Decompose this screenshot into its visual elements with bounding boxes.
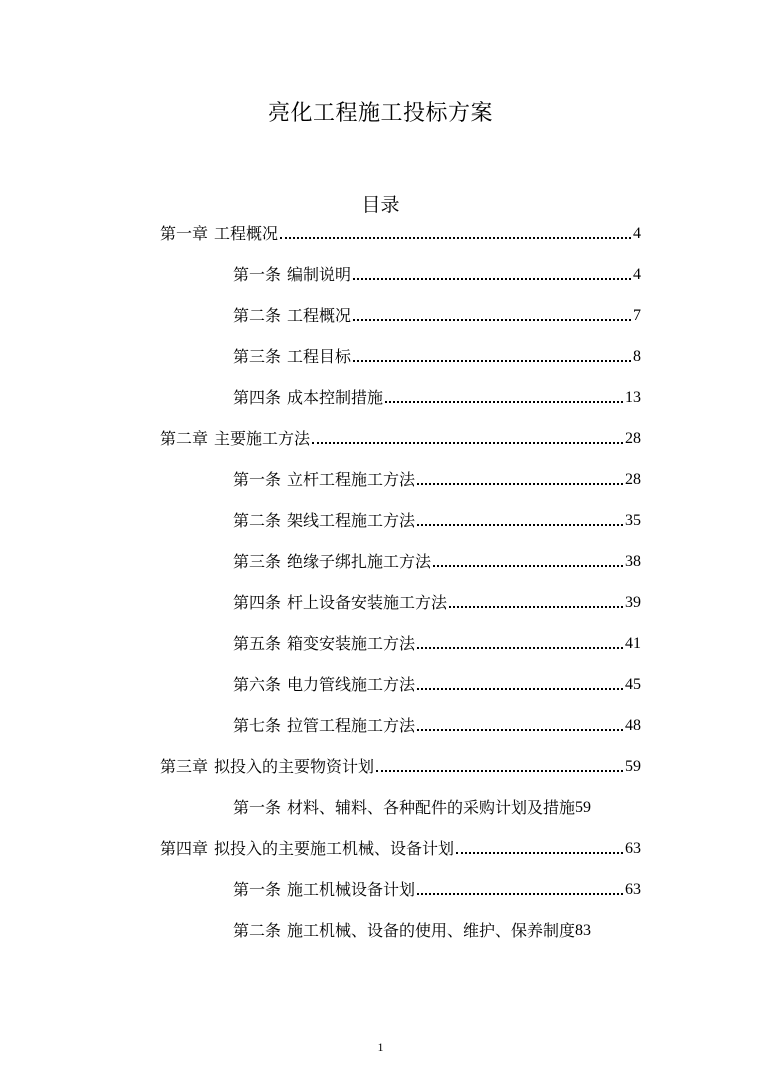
toc-entry-text: 工程概况 (287, 306, 352, 325)
toc-page-number: 45 (625, 676, 641, 693)
toc-entry-number: 第三条 (233, 347, 282, 366)
toc-entry-text: 绝缘子绑扎施工方法 (287, 552, 432, 571)
toc-page-number: 7 (633, 307, 641, 324)
toc-entry-section-1-3[interactable] (233, 344, 641, 368)
toc-entry-section-2-3[interactable] (233, 549, 641, 573)
toc-entry-number: 第一章 (160, 224, 209, 243)
toc-entry-label (233, 920, 575, 942)
toc-entry-text: 拟投入的主要物资计划 (214, 757, 375, 776)
toc-page-number: 63 (625, 881, 641, 898)
toc-entry-section-1-4[interactable] (233, 385, 641, 409)
toc-entry-label (233, 469, 415, 491)
toc-entry-section-2-2[interactable] (233, 508, 641, 532)
toc-entry-text: 工程概况 (214, 224, 279, 243)
toc-entry-number: 第四条 (233, 388, 282, 407)
toc-entry-label (233, 797, 575, 819)
toc-entry-number: 第一条 (233, 880, 282, 899)
toc-entry-text: 立杆工程施工方法 (287, 470, 416, 489)
toc-entry-text: 拉管工程施工方法 (287, 716, 416, 735)
toc-entry-number: 第三条 (233, 552, 282, 571)
toc-page-number: 4 (633, 225, 641, 242)
toc-page-number: 59 (575, 799, 592, 816)
toc-entry-chapter-3[interactable] (160, 754, 641, 778)
toc-page-number: 28 (625, 430, 641, 447)
toc-page-number: 39 (625, 594, 641, 611)
toc-page-number: 4 (633, 266, 641, 283)
toc-page-number: 83 (575, 922, 592, 939)
toc-entry-text: 成本控制措施 (287, 388, 384, 407)
toc-entry-number: 第二条 (233, 511, 282, 530)
toc-entry-label (233, 633, 415, 655)
toc-dot-leader (417, 524, 623, 526)
toc-dot-leader (353, 360, 631, 362)
toc-entry-number: 第二条 (233, 306, 282, 325)
toc-dot-leader (417, 688, 623, 690)
toc-dot-leader (417, 729, 623, 731)
toc-entry-text: 拟投入的主要施工机械、设备计划 (214, 839, 455, 858)
toc-dot-leader (456, 852, 623, 854)
toc-page-number: 13 (625, 389, 641, 406)
toc-entry-number: 第六条 (233, 675, 282, 694)
toc-entry-label (233, 715, 415, 737)
toc-entry-text: 主要施工方法 (214, 429, 311, 448)
toc-entry-label (233, 510, 415, 532)
toc-page-number: 38 (625, 553, 641, 570)
toc-dot-leader (376, 770, 623, 772)
toc-entry-text: 电力管线施工方法 (287, 675, 416, 694)
toc-entry-section-2-6[interactable] (233, 672, 641, 696)
toc-entry-chapter-4[interactable] (160, 836, 641, 860)
toc-entry-number: 第七条 (233, 716, 282, 735)
toc-entry-number: 第二条 (233, 921, 282, 940)
page-number: 1 (377, 1040, 384, 1054)
toc-dot-leader (385, 401, 623, 403)
toc-dot-leader (353, 278, 631, 280)
document-title: 亮化工程施工投标方案 (267, 101, 493, 126)
toc-entry-label (160, 838, 454, 860)
toc-dot-leader (433, 565, 623, 567)
toc-page-number: 8 (633, 348, 641, 365)
toc-entry-text: 材料、辅料、各种配件的采购计划及措施 (287, 798, 576, 817)
toc-entry-text: 杆上设备安装施工方法 (287, 593, 448, 612)
toc-entry-label (160, 428, 310, 450)
toc-entry-text: 施工机械设备计划 (287, 880, 416, 899)
toc-entry-label (233, 387, 383, 409)
toc-entry-text: 编制说明 (287, 265, 352, 284)
toc-dot-leader (417, 483, 623, 485)
toc-entry-number: 第四章 (160, 839, 209, 858)
toc-entry-number: 第四条 (233, 593, 282, 612)
toc-entry-section-2-5[interactable] (233, 631, 641, 655)
toc-entry-label (233, 592, 447, 614)
toc-entry-text: 工程目标 (287, 347, 352, 366)
toc-entry-label (233, 264, 351, 286)
toc-dot-leader (280, 237, 631, 239)
toc-entry-label (160, 223, 278, 245)
toc-heading: 目录 (361, 194, 400, 216)
toc-entry-number: 第二章 (160, 429, 209, 448)
toc-page-number: 48 (625, 717, 641, 734)
toc-entry-number: 第三章 (160, 757, 209, 776)
toc-dot-leader (417, 647, 623, 649)
toc-entry-label (233, 346, 351, 368)
toc-dot-leader (417, 893, 623, 895)
toc-entry-section-2-7[interactable] (233, 713, 641, 737)
toc-page-number: 35 (625, 512, 641, 529)
toc-entry-label (233, 879, 415, 901)
toc-entry-chapter-2[interactable] (160, 426, 641, 450)
toc-entry-text: 架线工程施工方法 (287, 511, 416, 530)
toc-entry-chapter-1[interactable] (160, 221, 641, 245)
toc-dot-leader (312, 442, 623, 444)
toc-entry-section-2-1[interactable] (233, 467, 641, 491)
toc-entry-label (233, 305, 351, 327)
toc-entry-label (233, 674, 415, 696)
toc-entry-number: 第一条 (233, 265, 282, 284)
toc-entry-section-4-2[interactable] (233, 918, 641, 942)
toc-dot-leader (353, 319, 631, 321)
toc-page-number: 63 (625, 840, 641, 857)
toc-entry-text: 施工机械、设备的使用、维护、保养制度 (287, 921, 576, 940)
toc-entry-label (160, 756, 374, 778)
toc-entry-text: 箱变安装施工方法 (287, 634, 416, 653)
toc-entry-number: 第一条 (233, 470, 282, 489)
toc-entry-section-4-1[interactable] (233, 877, 641, 901)
toc-page-number: 41 (625, 635, 641, 652)
toc-entry-label (233, 551, 431, 573)
toc-entry-section-1-1[interactable] (233, 262, 641, 286)
toc-dot-leader (449, 606, 623, 608)
toc-entry-section-1-2[interactable] (233, 303, 641, 327)
toc-entry-section-2-4[interactable] (233, 590, 641, 614)
toc-page-number: 59 (625, 758, 641, 775)
toc-entry-number: 第一条 (233, 798, 282, 817)
toc-page-number: 28 (625, 471, 641, 488)
toc-entry-number: 第五条 (233, 634, 282, 653)
toc-entry-section-3-1[interactable] (233, 795, 641, 819)
